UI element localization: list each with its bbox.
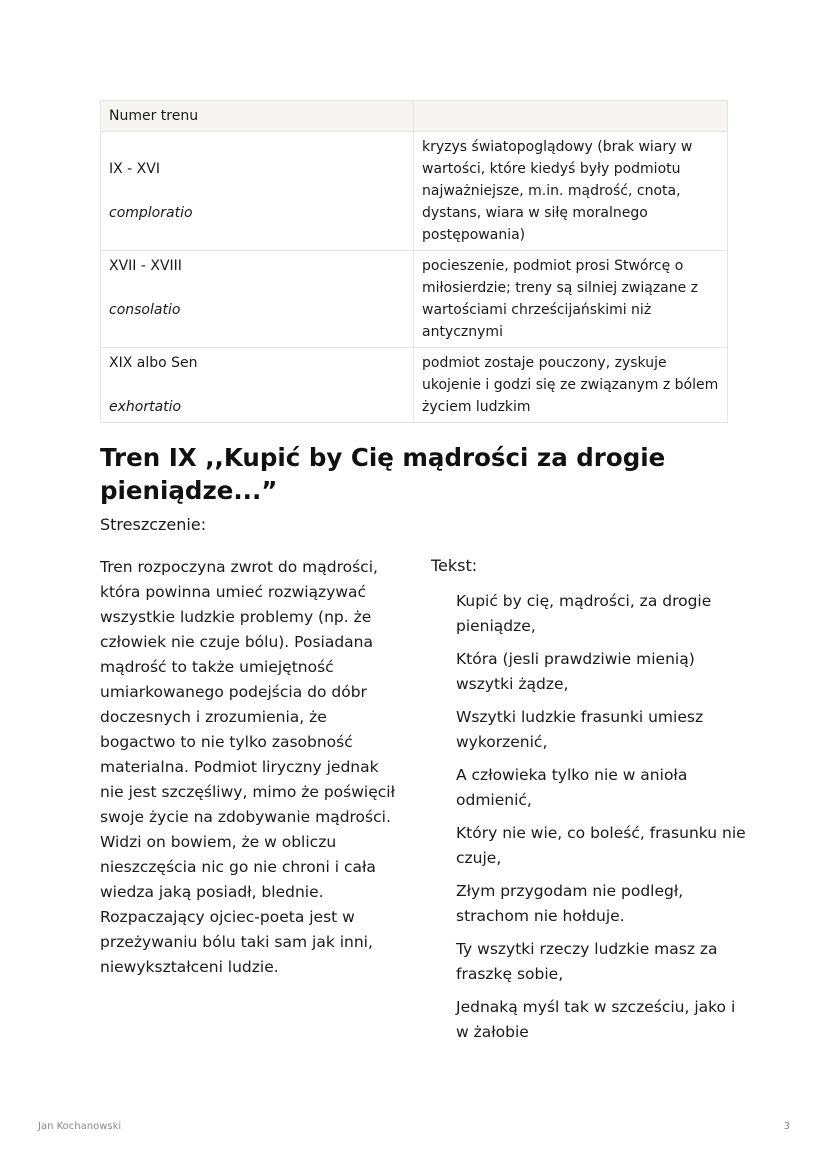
footer-page-number: 3 <box>783 1121 790 1132</box>
table-cell-description: podmiot zostaje pouczony, zyskuje ukojenie i godzi się ze związanym z bólem życiem ludzkim <box>414 348 728 423</box>
verse-line: Kupić by cię, mądrości, za drogie pieniądze, <box>456 592 712 635</box>
poem-verses <box>456 589 746 1053</box>
table-cell-description: pocieszenie, podmiot prosi Stwórcę o miłosierdzie; treny są silniej związane z wartościami chrześcijańskimi niż antycznymi <box>414 251 728 348</box>
tren-number: IX - XVI <box>109 161 160 177</box>
summary-text: Tren rozpoczyna zwrot do mądrości, która powinna umieć rozwiązywać wszystkie ludzkie problemy (np. że człowiek nie czuje bólu). Posiadana mądrość to także umiejętność umiarkowanego podejścia do dóbr doczesnych i zrozumienia, że bogactwo to nie tylko zasobność materialna. Podmiot liryczny jednak nie jest szczęśliwy, mimo że poświęcił swoje życie na zdobywanie mądrości. Widzi on bowiem, że w obliczu nieszczęścia nic go nie chroni i cała wiedza jaką posiadł, blednie. Rozpaczający ojciec-poeta jest w przeżywaniu bólu taki sam jak inni, niewykształceni ludzie. <box>100 558 395 976</box>
verse-line: Jednaką myśl tak w szcześciu, jako i w żałobie <box>456 998 736 1041</box>
tren-number: XIX albo Sen <box>109 355 198 371</box>
verse-line: A człowieka tylko nie w anioła odmienić, <box>456 766 688 809</box>
text-label: Tekst: <box>431 556 478 575</box>
table-row <box>101 348 728 423</box>
tren-latin-term: consolatio <box>109 302 181 318</box>
table-cell-number <box>101 348 414 423</box>
table-cell-description: kryzys światopoglądowy (brak wiary w wartości, które kiedyś były podmiotu najważniejsze, m.in. mądrość, cnota, dystans, wiara w siłę moralnego postępowania) <box>414 132 728 251</box>
verse-line: Wszytki ludzkie frasunki umiesz wykorzenić, <box>456 708 704 751</box>
table-row <box>101 132 728 251</box>
header-cell-number: Numer trenu <box>101 101 414 132</box>
section-title: Tren IX ,,Kupić by Cię mądrości za drogie pieniądze...” <box>100 443 666 505</box>
trens-table <box>100 100 728 423</box>
table-cell-number <box>101 251 414 348</box>
verse-line: Ty wszytki rzeczy ludzkie masz za fraszkę sobie, <box>456 940 718 983</box>
verse-line: Który nie wie, co boleść, frasunku nie czuje, <box>456 824 746 867</box>
summary-label: Streszczenie: <box>100 515 207 534</box>
header-cell-description <box>414 101 728 132</box>
table-row <box>101 251 728 348</box>
footer-author: Jan Kochanowski <box>38 1121 122 1132</box>
tren-number: XVII - XVIII <box>109 258 182 274</box>
tren-latin-term: exhortatio <box>109 399 182 415</box>
verse-line: Która (jesli prawdziwie mienią) wszytki żądze, <box>456 650 695 693</box>
table-cell-number <box>101 132 414 251</box>
tren-latin-term: comploratio <box>109 205 193 221</box>
verse-line: Złym przygodam nie podległ, strachom nie hołduje. <box>456 882 684 925</box>
table-header-row <box>101 101 728 132</box>
